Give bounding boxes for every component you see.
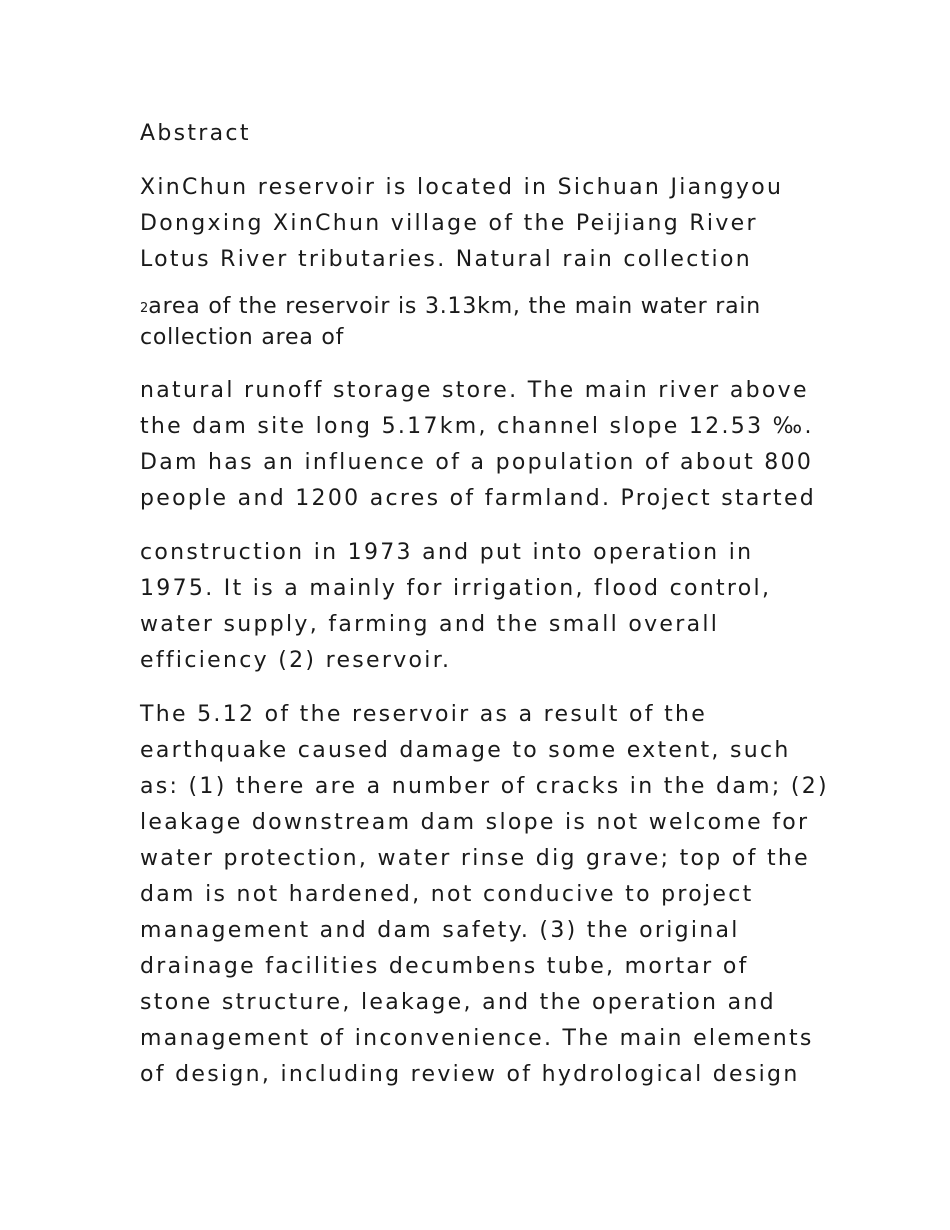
paragraph-line: of design, including review of hydrological design bbox=[140, 1062, 800, 1087]
heading-text: Abstract bbox=[140, 121, 251, 146]
paragraph-line: as: (1) there are a number of cracks in the dam; (2) bbox=[140, 774, 829, 799]
abstract-heading bbox=[140, 116, 830, 152]
paragraph-line: Dongxing XinChun village of the Peijiang River bbox=[140, 211, 758, 236]
paragraph-line: Dam has an influence of a population of about 800 bbox=[140, 450, 814, 475]
paragraph-line: management and dam safety. (3) the original bbox=[140, 918, 740, 943]
paragraph-line: efficiency (2) reservoir. bbox=[140, 648, 452, 673]
paragraph-line: the dam site long 5.17km, channel slope 12.53 ‰. bbox=[140, 414, 814, 439]
paragraph-line: leakage downstream dam slope is not welcome for bbox=[140, 810, 810, 835]
paragraph-line: management of inconvenience. The main elements bbox=[140, 1026, 814, 1051]
paragraph-line: collection area of bbox=[140, 325, 345, 350]
paragraph-line-text: area of the reservoir is 3.13km, the main water rain bbox=[148, 294, 762, 319]
paragraph-line bbox=[140, 292, 830, 323]
paragraph-5 bbox=[140, 697, 830, 1093]
paragraph-line: The 5.12 of the reservoir as a result of the bbox=[140, 702, 708, 727]
paragraph-line: water supply, farming and the small overall bbox=[140, 612, 720, 637]
paragraph-line: drainage facilities decumbens tube, mortar of bbox=[140, 954, 749, 979]
paragraph-2 bbox=[140, 292, 830, 352]
paragraph-line: stone structure, leakage, and the operation and bbox=[140, 990, 776, 1015]
superscript-mark: 2 bbox=[140, 301, 149, 316]
paragraph-line: natural runoff storage store. The main river above bbox=[140, 378, 809, 403]
paragraph-1 bbox=[140, 170, 830, 278]
paragraph-line: dam is not hardened, not conducive to project bbox=[140, 882, 754, 907]
paragraph-4 bbox=[140, 535, 830, 679]
paragraph-line: people and 1200 acres of farmland. Project started bbox=[140, 486, 817, 511]
paragraph-line: 1975. It is a mainly for irrigation, flood control, bbox=[140, 576, 772, 601]
paragraph-line: earthquake caused damage to some extent, such bbox=[140, 738, 791, 763]
paragraph-line: Lotus River tributaries. Natural rain collection bbox=[140, 247, 752, 272]
paragraph-line: water protection, water rinse dig grave; top of the bbox=[140, 846, 810, 871]
paragraph-line: construction in 1973 and put into operation in bbox=[140, 540, 754, 565]
paragraph-line: XinChun reservoir is located in Sichuan Jiangyou bbox=[140, 175, 784, 200]
paragraph-3 bbox=[140, 373, 830, 517]
